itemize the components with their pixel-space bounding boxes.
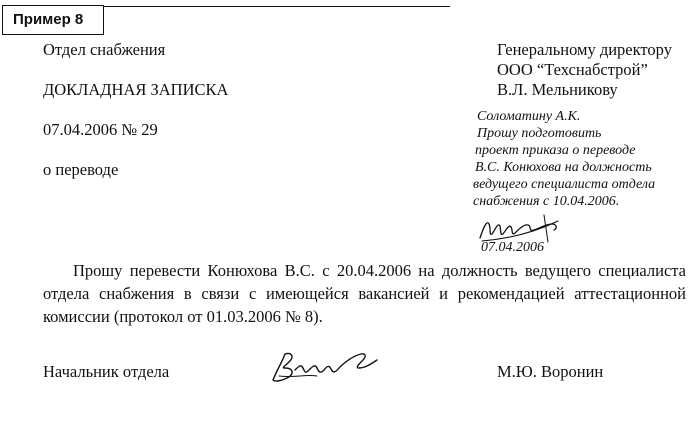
resolution-line: ведущего специалиста отдела [473, 177, 656, 192]
top-rule [104, 6, 450, 7]
resolution-date: 07.04.2006 [481, 240, 544, 255]
example-label: Пример 8 [2, 5, 104, 35]
resolution-block [473, 108, 693, 210]
resolution-line: снабжения с 10.04.2006. [473, 194, 620, 209]
body-text: Прошу перевести Конюхова В.С. с 20.04.2006 на должность ведущего специалиста отдела снабжения в связи с имеющейся вакансией и рекомендацией аттестационной комиссии (протокол от 01.03.2006 № 8). [43, 261, 686, 326]
document-date-number: 07.04.2006 № 29 [43, 120, 158, 139]
handwritten-signature-icon [265, 346, 385, 388]
signature-name: М.Ю. Воронин [497, 362, 604, 381]
document-type: ДОКЛАДНАЯ ЗАПИСКА [43, 80, 229, 99]
resolution-line: проект приказа о переводе [475, 143, 636, 158]
document-subject: о переводе [43, 160, 119, 179]
resolution-line: В.С. Конюхова на должность [475, 160, 652, 175]
sender-department: Отдел снабжения [43, 40, 166, 59]
resolution-line: Соломатину А.К. [477, 109, 581, 124]
addressee-name: В.Л. Мельникову [497, 80, 618, 99]
resolution-line: Прошу подготовить [477, 126, 602, 141]
signature-position: Начальник отдела [43, 362, 170, 381]
addressee-company: ООО “Техснабстрой” [497, 60, 648, 79]
addressee-position: Генеральному директору [497, 40, 672, 59]
